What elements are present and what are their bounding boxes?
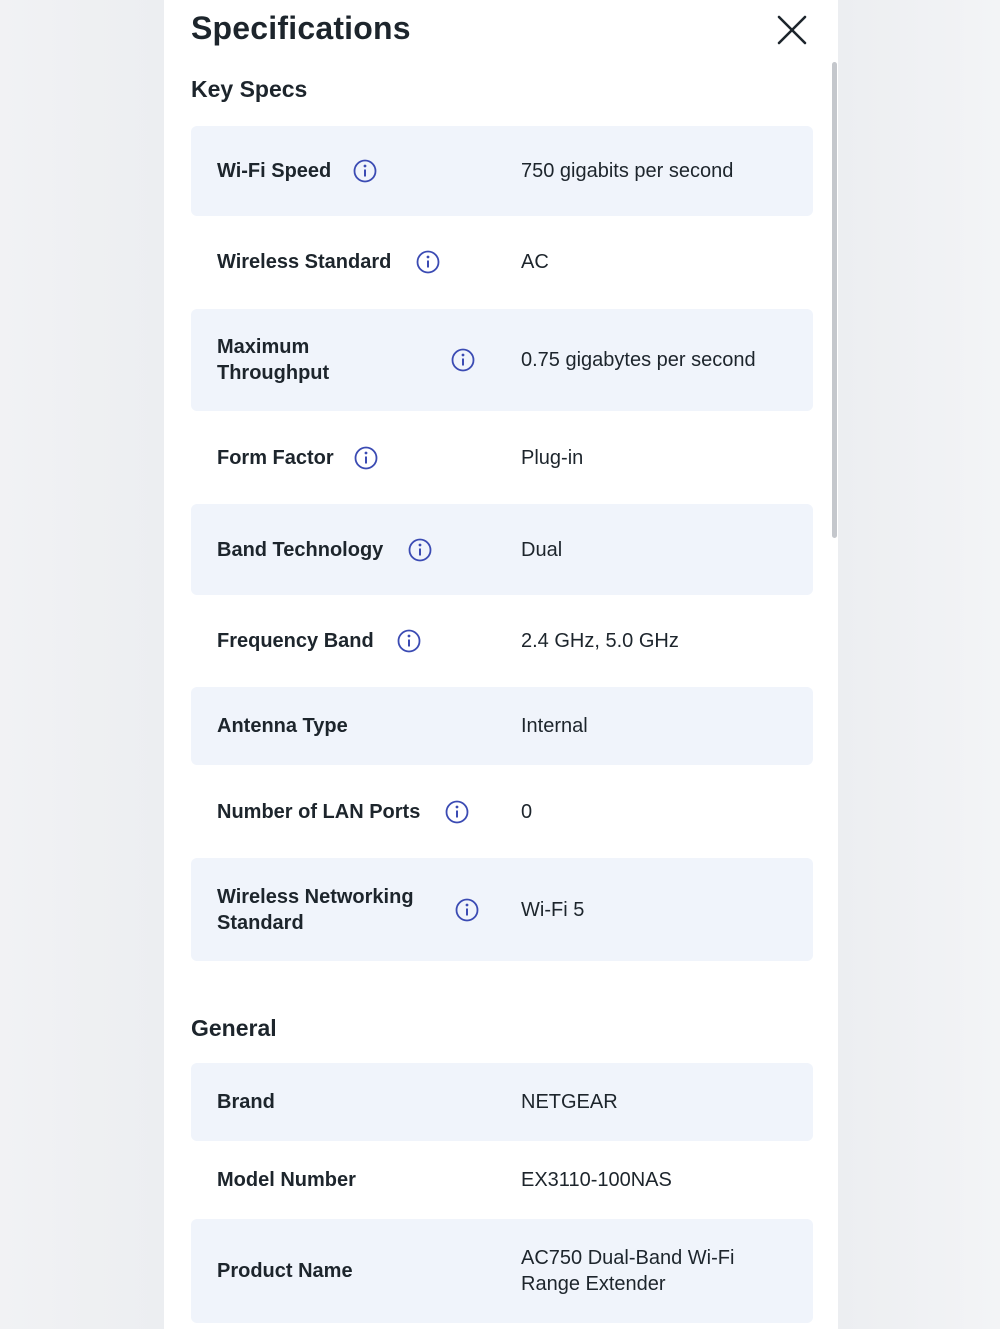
close-button[interactable] (774, 12, 810, 48)
info-icon[interactable] (455, 898, 479, 922)
info-icon[interactable] (353, 159, 377, 183)
spec-value: Dual (521, 538, 563, 561)
general-heading: General (191, 1015, 277, 1041)
spec-value: NETGEAR (521, 1091, 618, 1113)
spec-value: Internal (521, 715, 588, 737)
spec-row-wireless-networking-standard (191, 858, 813, 961)
spec-label: Form Factor (217, 446, 334, 469)
close-icon (774, 12, 810, 48)
scrollbar-thumb[interactable] (832, 62, 837, 538)
spec-value: 0.75 gigabytes per second (521, 349, 756, 371)
spec-row-antenna-type (191, 687, 813, 765)
spec-label: Frequency Band (217, 630, 374, 652)
spec-label: Wi-Fi Speed (217, 160, 332, 182)
spec-value: Wi-Fi 5 (521, 898, 585, 921)
panel-title: Specifications (191, 10, 411, 46)
spec-row-lan-ports (191, 765, 813, 858)
spec-row-wireless-standard (191, 216, 813, 308)
info-icon[interactable] (354, 446, 378, 470)
spec-value: EX3110-100NAS (521, 1169, 672, 1191)
spec-row-model-number (191, 1141, 813, 1219)
spec-row-form-factor (191, 411, 813, 504)
spec-row-frequency-band (191, 595, 813, 687)
spec-row-maximum-throughput (191, 309, 813, 411)
info-icon[interactable] (416, 250, 440, 274)
spec-label: Wireless Standard (217, 251, 392, 273)
spec-row-band-technology (191, 504, 813, 595)
spec-row-wifi-speed (191, 126, 813, 216)
page-backdrop-right (838, 0, 1000, 1329)
spec-value: AC (521, 251, 549, 273)
spec-label: Brand (217, 1091, 275, 1113)
spec-label: Wireless Networking Standard (217, 885, 414, 934)
spec-label: Maximum Throughput (217, 336, 330, 384)
specifications-panel (164, 0, 838, 1329)
spec-label: Model Number (217, 1169, 356, 1191)
spec-value: AC750 Dual-Band Wi-Fi Range Extender (521, 1247, 735, 1295)
spec-label: Antenna Type (217, 715, 348, 737)
info-icon[interactable] (445, 800, 469, 824)
key-specs-heading: Key Specs (191, 76, 308, 102)
spec-value: 2.4 GHz, 5.0 GHz (521, 630, 679, 652)
page-backdrop-left (0, 0, 164, 1329)
info-icon[interactable] (451, 348, 475, 372)
spec-label: Product Name (217, 1260, 353, 1282)
spec-label: Band Technology (217, 538, 384, 561)
spec-value: Plug-in (521, 446, 584, 469)
spec-label: Number of LAN Ports (217, 800, 421, 823)
spec-value: 0 (521, 800, 533, 823)
spec-row-brand (191, 1063, 813, 1141)
spec-value: 750 gigabits per second (521, 160, 734, 182)
info-icon[interactable] (397, 629, 421, 653)
spec-row-product-name (191, 1219, 813, 1323)
info-icon[interactable] (408, 538, 432, 562)
